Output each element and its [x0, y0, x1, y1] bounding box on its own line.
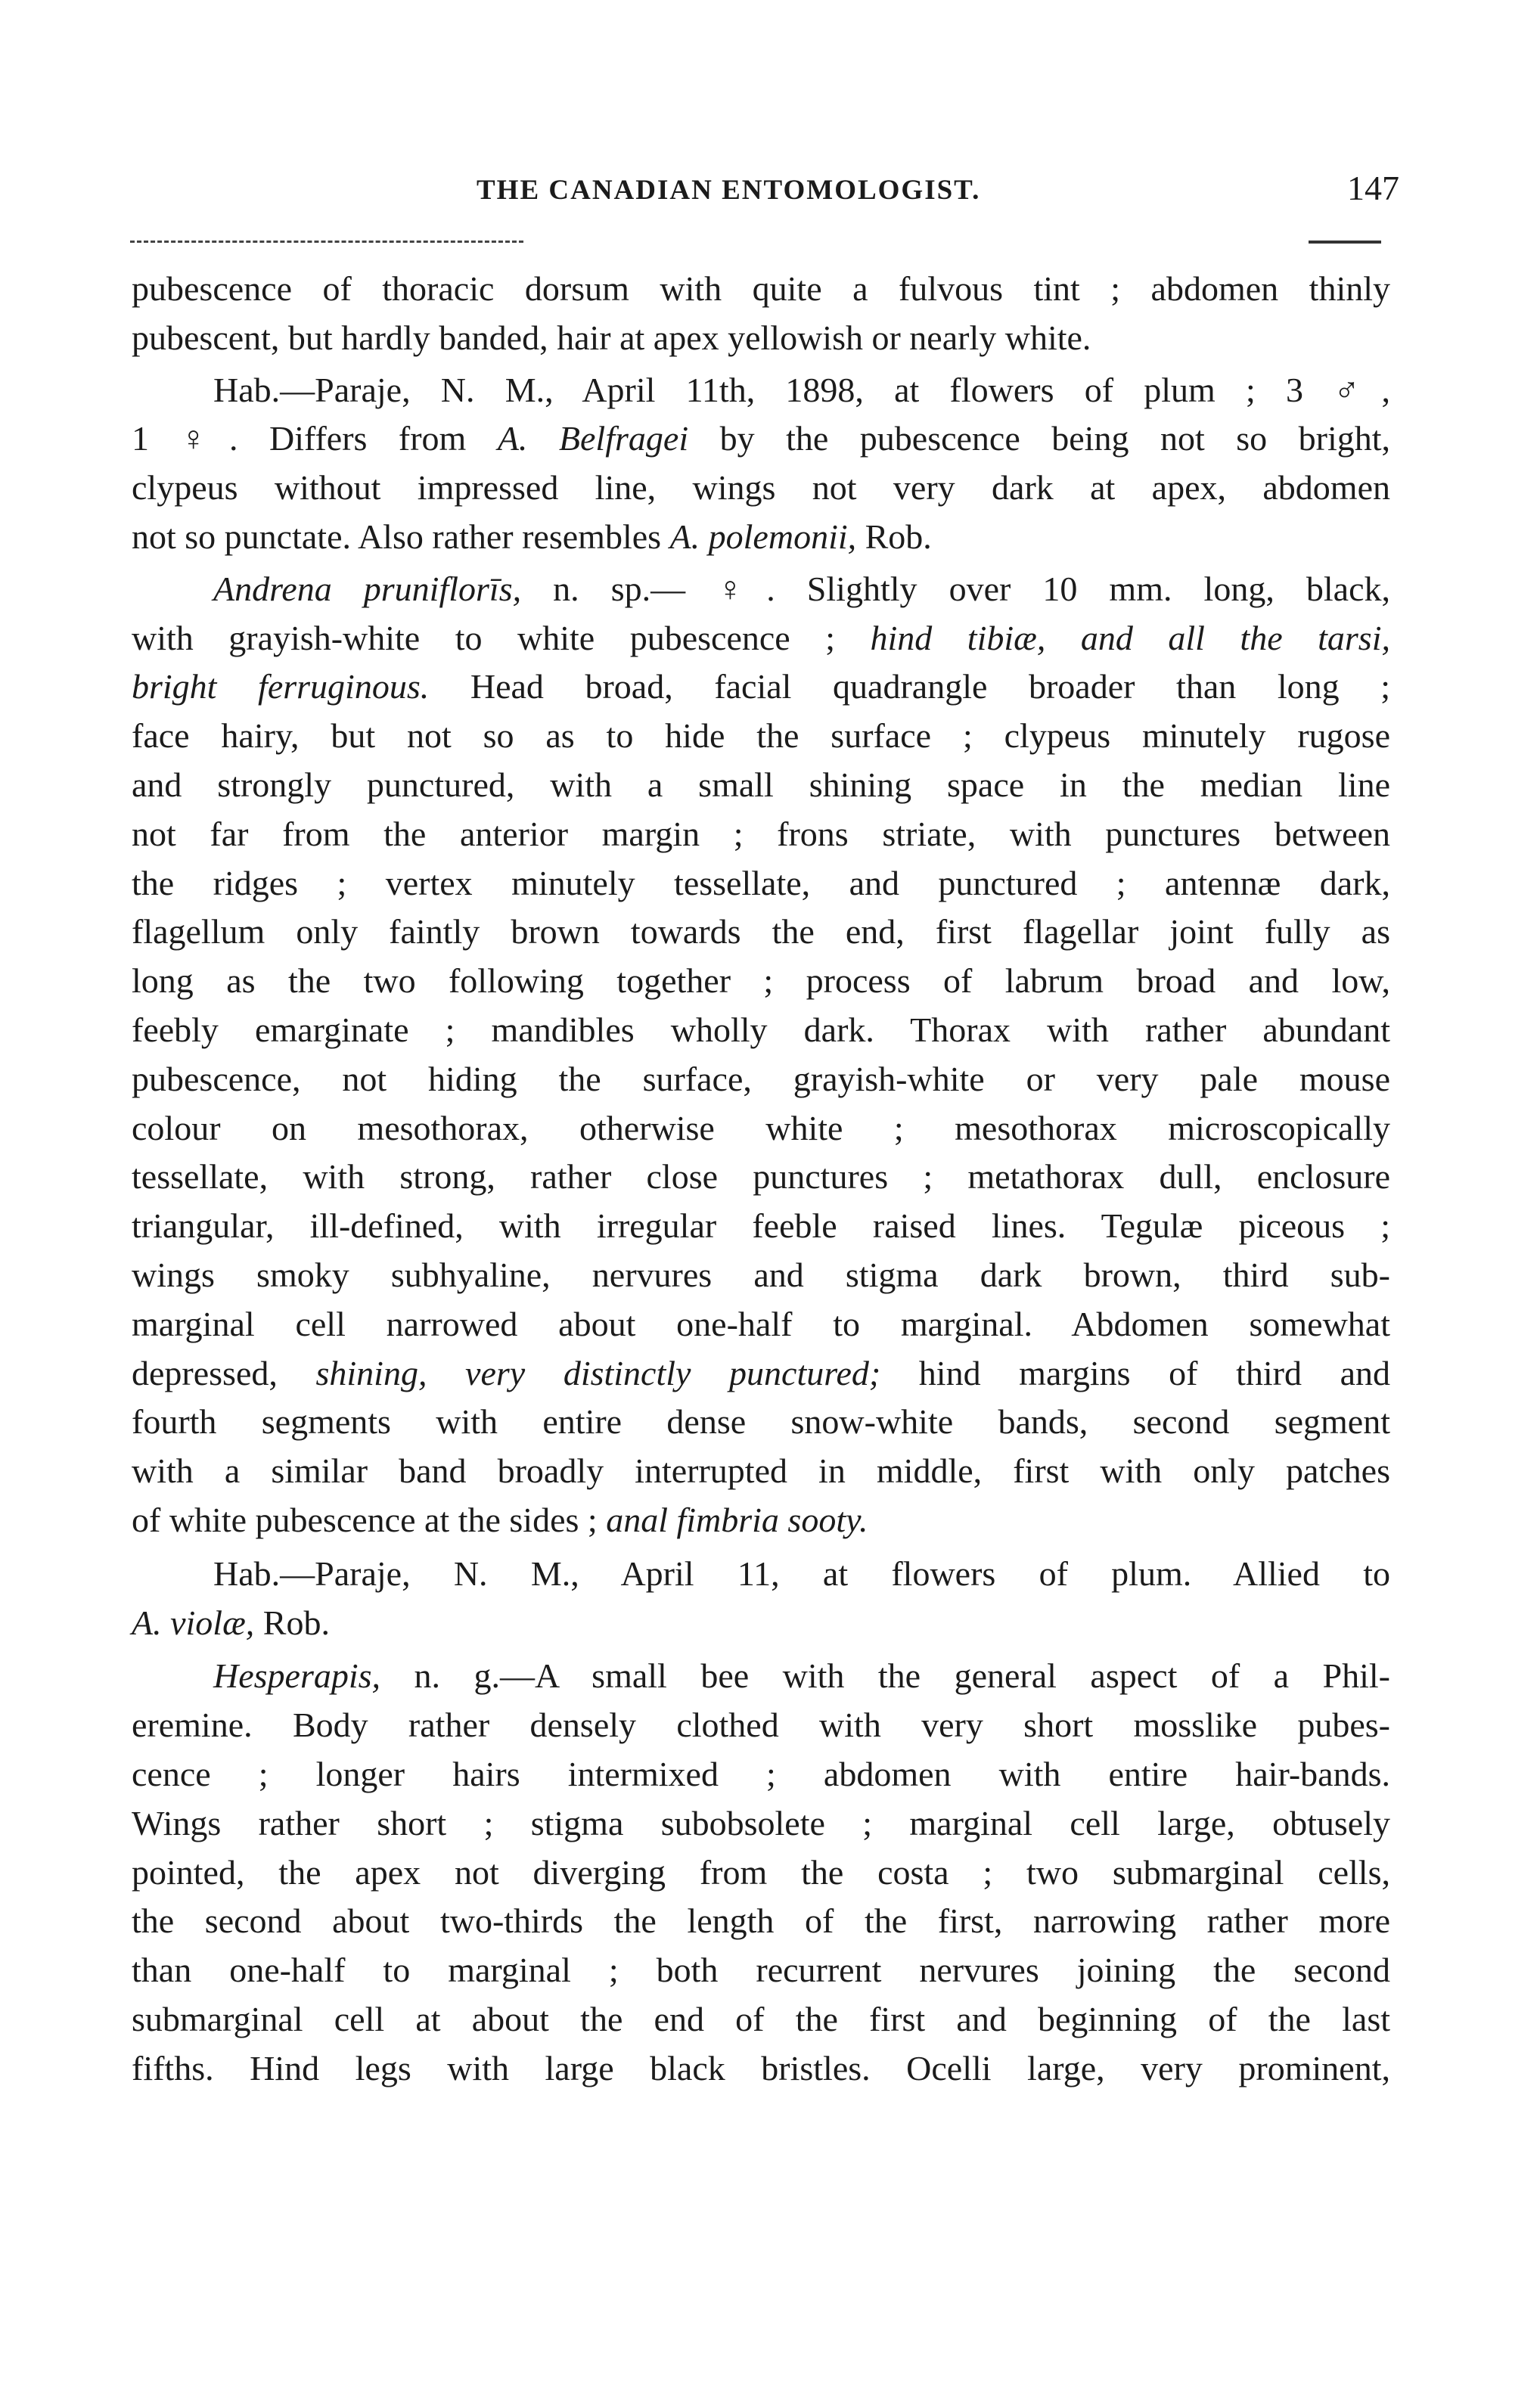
text-line: Hab.—Paraje, N. M., April 11th, 1898, at flowers of plum ; 3 ♂, — [213, 370, 1390, 409]
text-span: of white pubescence at the sides ; — [132, 1500, 607, 1539]
species-name: A. Belfragei — [497, 419, 689, 458]
genus-name: Hesperapis, — [213, 1656, 381, 1696]
text-line: clypeus without impressed line, wings not very dark at apex, abdomen — [132, 468, 1390, 508]
text-line — [132, 1652, 1390, 1701]
text-line — [132, 565, 1390, 614]
paragraph-hesperapis-description — [132, 1652, 1390, 2093]
text-line: pubescence, not hiding the surface, grayish-white or very pale mouse — [132, 1059, 1390, 1098]
text-line: pointed, the apex not diverging from the costa ; two submarginal cells, — [132, 1852, 1390, 1892]
text-line: pubescent, but hardly banded, hair at apex yellowish or nearly white. — [132, 318, 1091, 357]
text-line: cence ; longer hairs intermixed ; abdomen with entire hair-bands. — [132, 1754, 1390, 1793]
text-line: the second about two-thirds the length of the first, narrowing rather more — [132, 1901, 1390, 1941]
text-span: depressed, — [132, 1353, 316, 1392]
text-span: 1 ♀. Differs from — [132, 419, 498, 458]
text-span: with grayish-white to white pubescence ; — [132, 618, 871, 657]
text-span: Head broad, facial quadrangle broader than long ; — [429, 667, 1390, 706]
text-line: the ridges ; vertex minutely tessellate, and punctured ; antennæ dark, — [132, 863, 1390, 902]
text-span: Rob. — [254, 1603, 330, 1642]
text-line: marginal cell narrowed about one-half to marginal. Abdomen somewhat — [132, 1304, 1390, 1343]
page-number: 147 — [1347, 169, 1399, 207]
text-line: Wings rather short ; stigma subobsolete ; marginal cell large, obtusely — [132, 1803, 1390, 1842]
text-line: face hairy, but not so as to hide the surface ; clypeus minutely rugose — [132, 716, 1390, 756]
text-line: not far from the anterior margin ; frons striate, with punctures between — [132, 814, 1390, 853]
text-line: long as the two following together ; process of labrum broad and low, — [132, 961, 1390, 1001]
text-line: with a similar band broadly interrupted in middle, first with only patches — [132, 1451, 1390, 1491]
text-span: n. g.—A small bee with the general aspect of a Phil- — [380, 1656, 1390, 1696]
text-line — [132, 414, 1390, 464]
text-line — [132, 614, 1390, 663]
paragraph-habitat-2 — [132, 1550, 1390, 1648]
text-span: Rob. — [856, 517, 932, 556]
text-line: tessellate, with strong, rather close punctures ; metathorax dull, enclosure — [132, 1157, 1390, 1197]
body-text — [132, 265, 1390, 2093]
species-name: A. violæ, — [132, 1603, 255, 1642]
text-line: colour on mesothorax, otherwise white ; mesothorax microscopically — [132, 1108, 1390, 1147]
text-line — [132, 1599, 1390, 1648]
text-line: and strongly punctured, with a small shining space in the median line — [132, 765, 1390, 804]
italic-text: hind tibiæ, and all the tarsi, — [870, 618, 1390, 657]
text-line: Hab.—Paraje, N. M., April 11, at flowers of plum. Allied to — [213, 1554, 1390, 1593]
species-name: A. polemonii, — [669, 517, 857, 556]
text-line: fifths. Hind legs with large black bristles. Ocelli large, very prominent, — [132, 2048, 1390, 2087]
header-rule-right — [1309, 241, 1381, 244]
text-span: not so punctate. Also rather resembles — [132, 517, 670, 556]
text-line: feebly emarginate ; mandibles wholly dark. Thorax with rather abundant — [132, 1010, 1390, 1049]
italic-text: shining, very distinctly punctured; — [315, 1353, 881, 1392]
text-span: hind margins of third and — [880, 1353, 1390, 1392]
text-line: submarginal cell at about the end of the first and beginning of the last — [132, 1999, 1390, 2038]
running-title: THE CANADIAN ENTOMOLOGIST. — [477, 175, 981, 206]
text-line: flagellum only faintly brown towards the end, first flagellar joint fully as — [132, 912, 1390, 951]
italic-text: bright ferruginous. — [132, 667, 430, 706]
header-rule-left — [130, 241, 523, 243]
text-line: triangular, ill-defined, with irregular feeble raised lines. Tegulæ piceous ; — [132, 1206, 1390, 1246]
species-name: Andrena pruniflorīs, — [213, 569, 522, 608]
italic-text: anal fimbria sooty. — [606, 1500, 868, 1539]
text-line — [132, 663, 1390, 712]
paragraph-andrena-description — [132, 565, 1390, 1545]
text-line: than one-half to marginal ; both recurrent nervures joining the second — [132, 1951, 1390, 1990]
text-line — [132, 513, 1390, 562]
text-line: pubescence of thoracic dorsum with quite a fulvous tint ; abdomen thinly — [132, 269, 1390, 308]
page-header — [0, 168, 1540, 221]
text-line: wings smoky subhyaline, nervures and stigma dark brown, third sub- — [132, 1255, 1390, 1294]
text-line: fourth segments with entire dense snow-white bands, second segment — [132, 1402, 1390, 1442]
text-span: n. sp.— ♀. Slightly over 10 mm. long, black, — [521, 569, 1391, 608]
text-line — [132, 1349, 1390, 1398]
paragraph-habitat-1 — [132, 366, 1390, 562]
text-line: eremine. Body rather densely clothed with very short mosslike pubes- — [132, 1706, 1390, 1745]
text-span: by the pubescence being not so bright, — [688, 419, 1391, 458]
paragraph-continuation — [132, 265, 1390, 363]
text-line — [132, 1496, 1390, 1545]
